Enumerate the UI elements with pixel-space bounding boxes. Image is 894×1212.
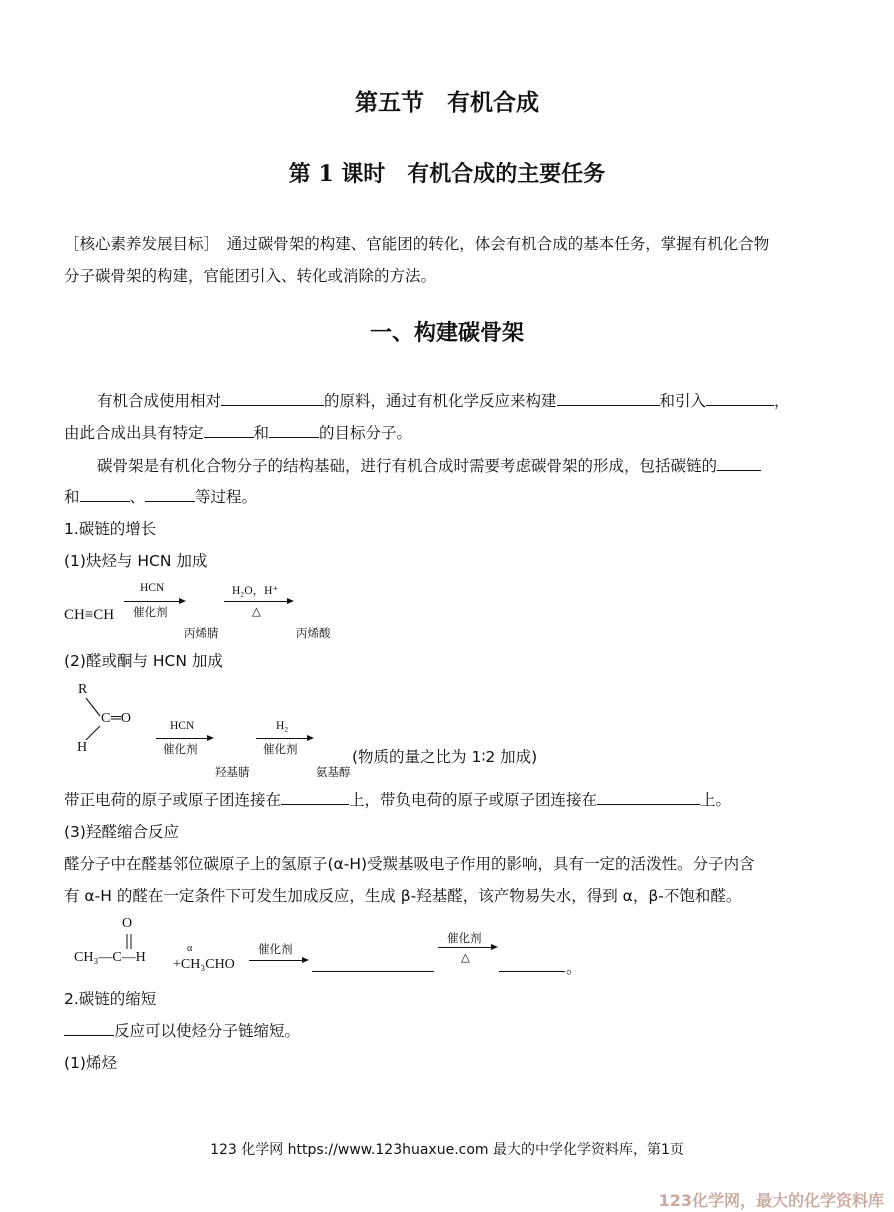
rx1-arrow2-bottom: △ — [252, 604, 261, 618]
rx1-arrow1 — [124, 601, 184, 602]
rx3-arrow1-top: 催化剂 — [258, 942, 293, 956]
text: 、 — [129, 488, 146, 506]
rx2-c: C — [101, 711, 111, 726]
text: 由此合成出具有特定 — [64, 424, 204, 442]
item-alkyne-hcn: (1)炔烃与 HCN 加成 — [64, 552, 208, 570]
para3 — [64, 788, 731, 810]
rx1-start: CH≡CH — [64, 607, 115, 623]
rx1-arrow2-top: H₂O，H⁺ — [232, 585, 279, 597]
text: 有机合成使用相对 — [97, 392, 222, 410]
rx2-arrow1-top: HCN — [170, 720, 195, 732]
heading-carbon-skeleton: 一、构建碳骨架 — [369, 320, 524, 346]
fill-blank[interactable] — [706, 389, 774, 406]
para5 — [64, 1019, 300, 1041]
rx1-arrow1-top: HCN — [140, 582, 165, 594]
text: 碳骨架是有机化合物分子的结构基础，进行有机合成时需要考虑碳骨架的形成，包括碳链的 — [97, 457, 718, 475]
text: 和引入 — [659, 392, 707, 410]
rx1-product1: 丙烯腈 — [184, 626, 219, 640]
rx2-arrow2 — [256, 738, 312, 739]
text: 的目标分子。 — [319, 424, 413, 442]
rx2-arrow1-bottom: 催化剂 — [163, 742, 198, 756]
text: 反应可以使烃分子链缩短。 — [114, 1022, 301, 1040]
section-title: 第五节 有机合成 — [355, 89, 539, 116]
rx3-arrow2-top: 催化剂 — [447, 931, 482, 945]
watermark: 123化学网，最大的化学资料库 — [658, 1191, 884, 1210]
rx2-arrow2-top: H₂ — [276, 720, 289, 732]
fill-blank[interactable] — [64, 1019, 114, 1036]
rx3-o: O — [122, 916, 133, 931]
rx2-double-bond-o: ═O — [111, 711, 132, 726]
goal-line-1: ［核心素养发展目标］ 通过碳骨架的构建、官能团的转化，体会有机合成的基本任务，掌握有机化合物 — [64, 235, 770, 253]
rx1-arrow1-bottom: 催化剂 — [133, 605, 168, 619]
text: 和 — [253, 424, 270, 442]
fill-blank[interactable] — [221, 389, 324, 406]
goal-line-2: 分子碳骨架的构建，官能团引入、转化或消除的方法。 — [64, 267, 437, 285]
text: 的原料，通过有机化学反应来构建 — [324, 392, 557, 410]
page-footer: 123 化学网 https://www.123huaxue.com 最大的中学化学资料库，第1页 — [210, 1142, 684, 1158]
fill-blank[interactable] — [204, 421, 254, 438]
rx2-note: (物质的量之比为 1∶2 加成) — [352, 748, 538, 766]
item-aldehyde-hcn: (2)醛或酮与 HCN 加成 — [64, 652, 223, 670]
lesson-title: 第 1 课时 有机合成的主要任务 — [288, 161, 606, 187]
item-alkene: (1)烯烃 — [64, 1054, 117, 1072]
fill-blank[interactable] — [499, 955, 565, 972]
rx3-acetaldehyde: CH₃—C—H — [74, 950, 146, 965]
text: 带正电荷的原子或原子团连接在 — [64, 791, 282, 809]
fill-blank[interactable] — [281, 788, 349, 805]
text: 和 — [64, 488, 80, 506]
rx3-plus-ch3cho: +CH₃CHO — [173, 957, 235, 972]
text: 等过程。 — [195, 488, 258, 506]
fill-blank[interactable] — [145, 485, 195, 502]
text: 上。 — [700, 791, 732, 809]
para1-line1 — [97, 389, 790, 411]
rx2-r: R — [78, 682, 88, 697]
rx2-arrow2-bottom: 催化剂 — [263, 742, 298, 756]
rx2-product1: 羟基腈 — [215, 765, 250, 779]
fill-blank[interactable] — [717, 454, 761, 471]
para4-line2: 有 α-H 的醛在一定条件下可发生加成反应，生成 β-羟基醛，该产物易失水，得到 α，β-不饱和醛。 — [64, 887, 742, 905]
para2-line2 — [64, 485, 257, 507]
fill-blank[interactable] — [80, 485, 130, 502]
text: ， — [774, 392, 790, 410]
rx1-product2: 丙烯酸 — [296, 626, 331, 640]
fill-blank[interactable] — [557, 389, 660, 406]
rx2-product2: 氨基醇 — [316, 765, 351, 779]
rx2-h: H — [77, 740, 88, 755]
fill-blank[interactable] — [312, 955, 434, 972]
rx3-arrow1 — [249, 960, 307, 961]
para4-line1: 醛分子中在醛基邻位碳原子上的氢原子(α-H)受羰基吸电子作用的影响，具有一定的活泼性。分子内含 — [64, 855, 755, 873]
rx3-alpha: α — [187, 943, 193, 954]
item-chain-shortening: 2.碳链的缩短 — [64, 990, 157, 1008]
rx3-period: 。 — [566, 959, 582, 977]
rx3-arrow2-bottom: △ — [461, 950, 470, 964]
para2-line1 — [97, 454, 761, 476]
rx1-arrow2 — [224, 601, 292, 602]
text: 上，带负电荷的原子或原子团连接在 — [349, 791, 598, 809]
rx3-arrow2 — [438, 947, 496, 948]
para1-line2 — [64, 421, 412, 443]
item-aldol: (3)羟醛缩合反应 — [64, 823, 179, 841]
item-chain-growth: 1.碳链的增长 — [64, 520, 157, 538]
fill-blank[interactable] — [269, 421, 319, 438]
rx2-arrow1 — [156, 738, 212, 739]
rx3-carbonyl-bond — [124, 933, 134, 951]
fill-blank[interactable] — [597, 788, 700, 805]
